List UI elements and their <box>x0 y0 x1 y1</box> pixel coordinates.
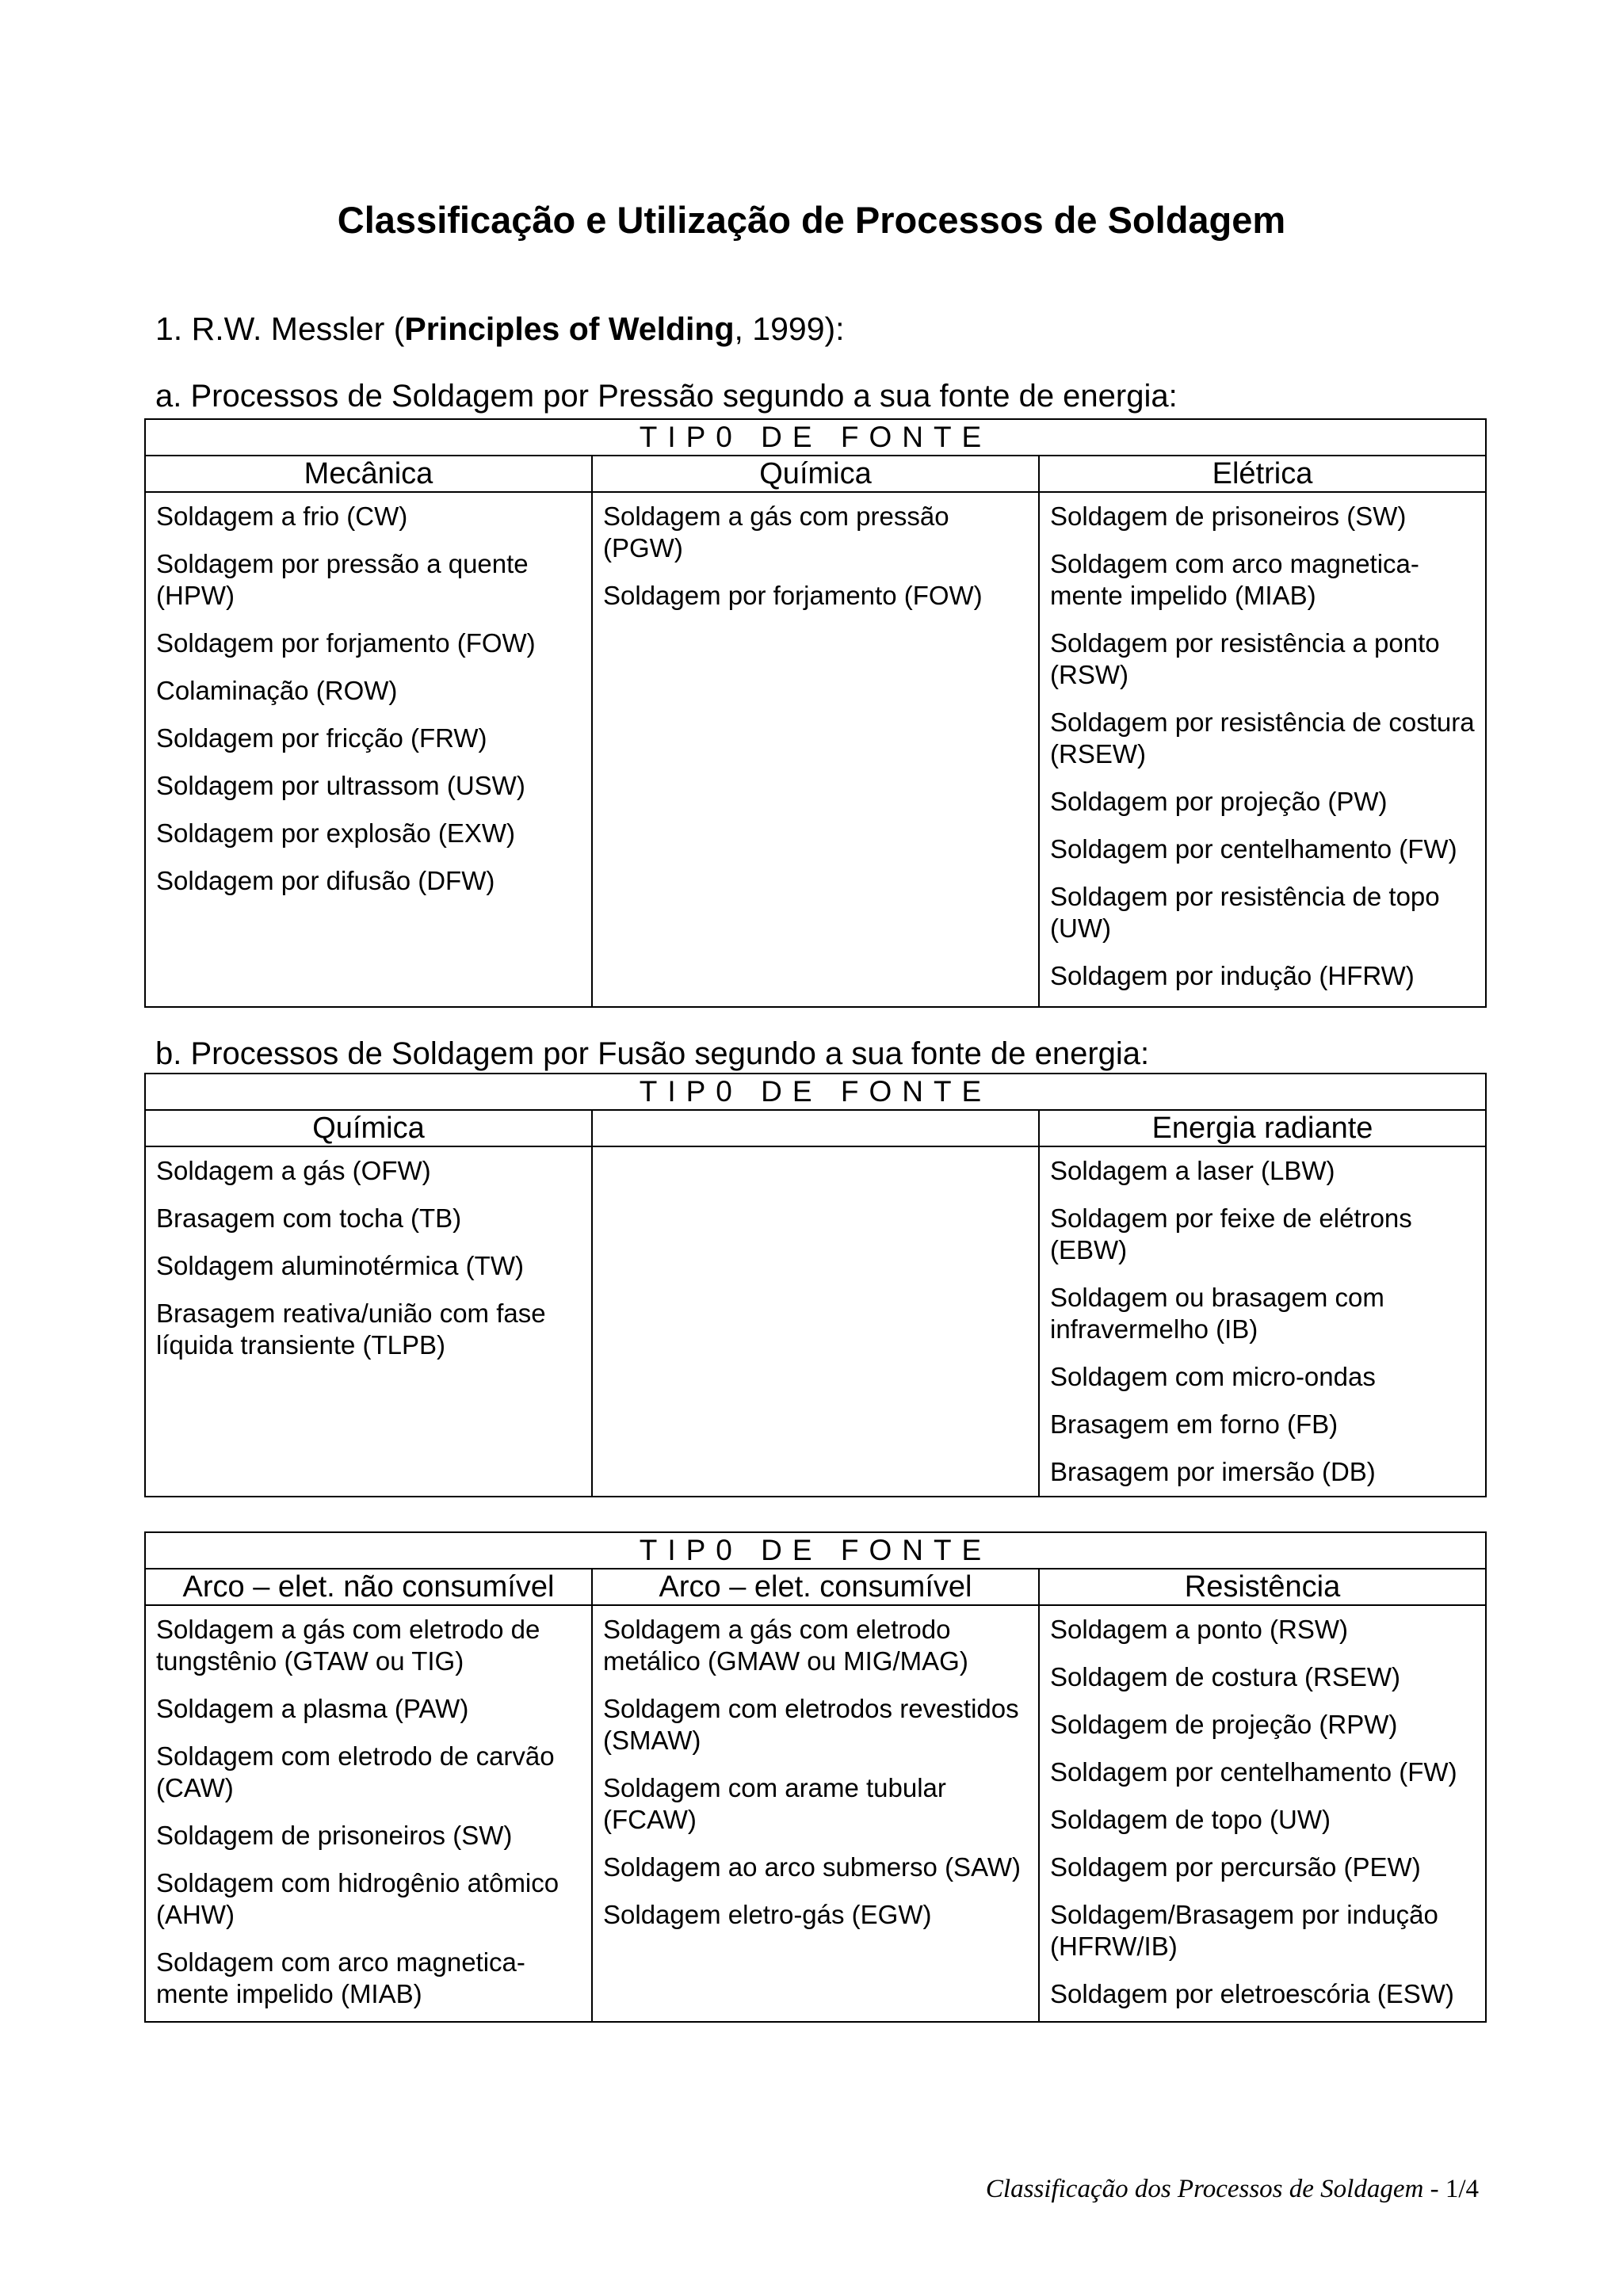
pressure-processes-table <box>144 418 1487 1008</box>
list-item: Soldagem a gás (OFW) <box>156 1156 431 1185</box>
reference-suffix: , 1999): <box>734 311 845 347</box>
list-item: Soldagem por ultrassom (USW) <box>156 771 525 800</box>
list-item: Soldagem por fricção (FRW) <box>156 723 487 753</box>
list-item: Brasagem com tocha (TB) <box>156 1203 462 1233</box>
table-c-col-header-arco-consumivel: Arco – elet. consumível <box>592 1569 1039 1605</box>
list-item: Soldagem ou brasagem com infravermelho (IB) <box>1050 1283 1384 1344</box>
list-item: Soldagem com eletrodo de carvão (CAW) <box>156 1741 555 1802</box>
table-c-col-header-resistencia: Resistência <box>1039 1569 1486 1605</box>
list-item: Soldagem/Brasagem por indução (HFRW/IB) <box>1050 1900 1438 1961</box>
footer-title: Classificação dos Processos de Soldagem <box>985 2175 1424 2203</box>
list-item: Colaminação (ROW) <box>156 676 398 705</box>
list-item: Soldagem por resistência de costura (RSEW) <box>1050 707 1475 769</box>
table-b-col-energia-radiante <box>1039 1146 1486 1497</box>
list-item: Soldagem por difusão (DFW) <box>156 866 495 895</box>
list-item: Soldagem por centelhamento (FW) <box>1050 1757 1457 1787</box>
table-c-col-header-arco-nao-consumivel: Arco – elet. não consumível <box>145 1569 592 1605</box>
list-item: Soldagem por centelhamento (FW) <box>1050 834 1457 864</box>
list-item: Soldagem de topo (UW) <box>1050 1805 1331 1834</box>
reference-book-title: Principles of Welding <box>404 311 735 347</box>
section-b-heading: b. Processos de Soldagem por Fusão segundo a sua fonte de energia: <box>155 1036 1150 1071</box>
list-item: Soldagem ao arco submerso (SAW) <box>603 1852 1021 1882</box>
table-a-col-header-quimica: Química <box>592 456 1039 492</box>
footer-page-number: - 1/4 <box>1423 2175 1479 2203</box>
list-item: Soldagem de prisoneiros (SW) <box>156 1821 513 1850</box>
list-item: Soldagem com arco magnetica-mente impelido (MIAB) <box>156 1947 525 2008</box>
table-a-source-type-header: TIP0 DE FONTE <box>145 419 1486 456</box>
list-item: Soldagem a gás com pressão (PGW) <box>603 502 949 563</box>
table-a-col-header-mecanica: Mecânica <box>145 456 592 492</box>
list-item: Soldagem eletro-gás (EGW) <box>603 1900 932 1929</box>
table-b-col-quimica <box>145 1146 592 1497</box>
reference-prefix: 1. R.W. Messler ( <box>155 311 405 347</box>
list-item: Soldagem por forjamento (FOW) <box>603 581 983 610</box>
list-item: Soldagem por resistência de topo (UW) <box>1050 882 1440 943</box>
list-item: Soldagem a ponto (RSW) <box>1050 1615 1349 1644</box>
list-item: Soldagem por pressão a quente (HPW) <box>156 549 529 610</box>
list-item: Brasagem em forno (FB) <box>1050 1409 1338 1439</box>
list-item: Soldagem por indução (HFRW) <box>1050 961 1415 990</box>
table-c-col-arco-nao-consumivel <box>145 1605 592 2022</box>
table-b-col-header-energia-radiante: Energia radiante <box>1039 1110 1486 1146</box>
list-item: Soldagem de costura (RSEW) <box>1050 1662 1401 1691</box>
list-item: Soldagem por explosão (EXW) <box>156 818 516 848</box>
list-item: Soldagem com arco magnetica-mente impelido (MIAB) <box>1050 549 1419 610</box>
table-a-col-mecanica <box>145 492 592 1007</box>
table-b-col-header-empty <box>592 1110 1039 1146</box>
list-item: Brasagem reativa/união com fase líquida transiente (TLPB) <box>156 1299 546 1360</box>
list-item: Soldagem com arame tubular (FCAW) <box>603 1773 946 1834</box>
arc-resistance-processes-table <box>144 1531 1487 2023</box>
list-item: Soldagem a gás com eletrodo metálico (GMAW ou MIG/MAG) <box>603 1615 968 1676</box>
list-item: Soldagem a frio (CW) <box>156 502 408 531</box>
list-item: Soldagem com hidrogênio atômico (AHW) <box>156 1868 559 1929</box>
table-c-col-arco-consumivel <box>592 1605 1039 2022</box>
table-a-col-eletrica <box>1039 492 1486 1007</box>
table-b-col-empty <box>592 1146 1039 1497</box>
page-footer <box>986 2175 1479 2204</box>
list-item: Soldagem por feixe de elétrons (EBW) <box>1050 1203 1412 1264</box>
list-item: Soldagem por resistência a ponto (RSW) <box>1050 628 1440 689</box>
section-a-heading: a. Processos de Soldagem por Pressão segundo a sua fonte de energia: <box>155 379 1178 414</box>
table-a-col-quimica <box>592 492 1039 1007</box>
table-b-source-type-header: TIP0 DE FONTE <box>145 1074 1486 1110</box>
table-c-col-resistencia <box>1039 1605 1486 2022</box>
reference-line <box>155 311 845 348</box>
list-item: Soldagem por projeção (PW) <box>1050 787 1388 816</box>
page-title: Classificação e Utilização de Processos de Soldagem <box>337 199 1286 241</box>
list-item: Soldagem com eletrodos revestidos (SMAW) <box>603 1694 1019 1755</box>
list-item: Soldagem por forjamento (FOW) <box>156 628 536 658</box>
table-b-col-header-quimica: Química <box>145 1110 592 1146</box>
table-c-source-type-header: TIP0 DE FONTE <box>145 1532 1486 1569</box>
list-item: Soldagem por eletroescória (ESW) <box>1050 1979 1454 2008</box>
table-a-col-header-eletrica: Elétrica <box>1039 456 1486 492</box>
list-item: Soldagem a plasma (PAW) <box>156 1694 469 1723</box>
list-item: Brasagem por imersão (DB) <box>1050 1457 1376 1486</box>
list-item: Soldagem de projeção (RPW) <box>1050 1710 1398 1739</box>
list-item: Soldagem por percursão (PEW) <box>1050 1852 1421 1882</box>
fusion-processes-table <box>144 1073 1487 1497</box>
list-item: Soldagem a laser (LBW) <box>1050 1156 1335 1185</box>
list-item: Soldagem de prisoneiros (SW) <box>1050 502 1407 531</box>
list-item: Soldagem com micro-ondas <box>1050 1362 1376 1391</box>
list-item: Soldagem aluminotérmica (TW) <box>156 1251 524 1280</box>
list-item: Soldagem a gás com eletrodo de tungstênio (GTAW ou TIG) <box>156 1615 540 1676</box>
